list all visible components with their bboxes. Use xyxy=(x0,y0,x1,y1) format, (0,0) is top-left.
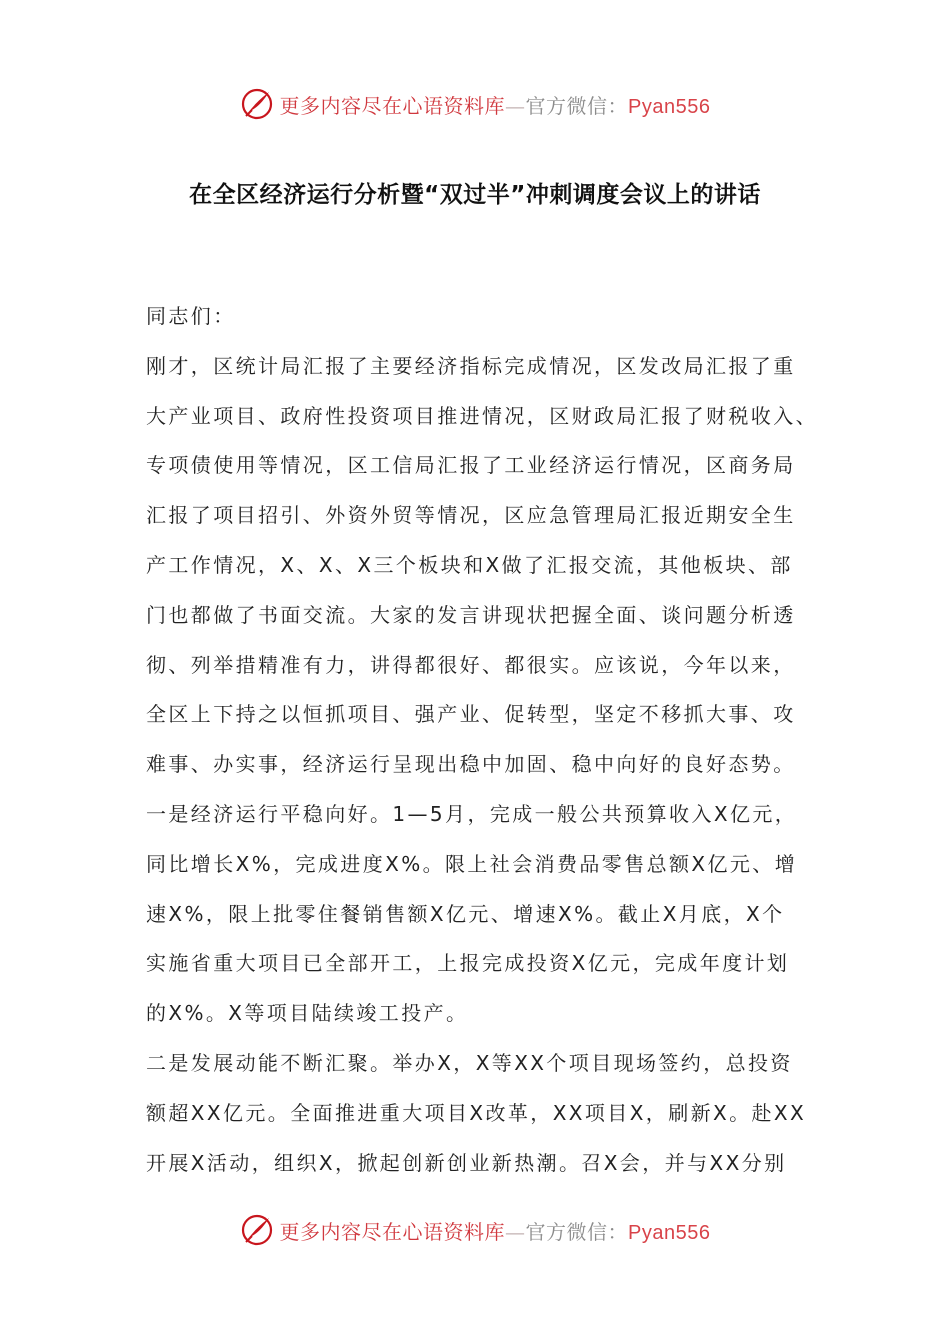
quill-logo-icon xyxy=(240,87,274,121)
watermark-site: 更多内容尽在心语资料库 xyxy=(279,93,506,118)
body-line: 开展X活动，组织X，掀起创新创业新热潮。召X会，并与XX分别 xyxy=(146,1150,787,1175)
body-line: 刚才，区统计局汇报了主要经济指标完成情况，区发改局汇报了重 xyxy=(146,353,796,378)
body-line: 汇报了项目招引、外资外贸等情况，区应急管理局汇报近期安全生 xyxy=(146,503,796,528)
body-line: 二是发展动能不断汇聚。举办X，X等XX个项目现场签约，总投资 xyxy=(146,1050,793,1075)
header-watermark-banner xyxy=(0,82,950,126)
body-line: 同志们： xyxy=(146,304,236,328)
body-line: 的X%。X等项目陆续竣工投产。 xyxy=(146,1001,469,1026)
body-line: 产工作情况，X、X、X三个板块和X做了汇报交流，其他板块、部 xyxy=(146,552,793,577)
watermark-wechat-id: Pyan556 xyxy=(628,1221,711,1244)
body-line: 实施省重大项目已全部开工，上报完成投资X亿元，完成年度计划 xyxy=(146,951,790,976)
footer-watermark-banner xyxy=(0,1208,950,1252)
watermark-wechat-id: Pyan556 xyxy=(628,95,711,118)
document-title: 在全区经济运行分析暨“双过半”冲刺调度会议上的讲话 xyxy=(189,182,761,208)
body-line: 额超XX亿元。全面推进重大项目X改革，XX项目X，刷新X。赴XX xyxy=(146,1100,807,1125)
watermark-separator: — xyxy=(505,93,526,118)
body-line: 难事、办实事，经济运行呈现出稳中加固、稳中向好的良好态势。 xyxy=(146,752,796,777)
watermark-wechat-label: 官方微信： xyxy=(525,1219,629,1244)
body-line: 彻、列举措精准有力，讲得都很好、都很实。应该说，今年以来， xyxy=(146,652,796,677)
watermark-text xyxy=(280,90,711,119)
body-line: 专项债使用等情况，区工信局汇报了工业经济运行情况，区商务局 xyxy=(146,453,796,478)
body-line: 大产业项目、政府性投资项目推进情况，区财政局汇报了财税收入、 xyxy=(146,403,818,428)
body-line: 全区上下持之以恒抓项目、强产业、促转型，坚定不移抓大事、攻 xyxy=(146,702,796,727)
document-body xyxy=(146,292,826,1188)
watermark-text xyxy=(280,1216,711,1245)
watermark-wechat-label: 官方微信： xyxy=(525,93,629,118)
watermark-separator: — xyxy=(505,1219,526,1244)
body-line: 同比增长X%，完成进度X%。限上社会消费品零售总额X亿元、增 xyxy=(146,851,798,876)
watermark-site: 更多内容尽在心语资料库 xyxy=(279,1219,506,1244)
quill-logo-icon xyxy=(240,1213,274,1247)
body-line: 速X%，限上批零住餐销售额X亿元、增速X%。截止X月底，X个 xyxy=(146,901,785,926)
body-line: 一是经济运行平稳向好。1—5月，完成一般公共预算收入X亿元， xyxy=(146,801,798,826)
body-line: 门也都做了书面交流。大家的发言讲现状把握全面、谈问题分析透 xyxy=(146,602,796,627)
